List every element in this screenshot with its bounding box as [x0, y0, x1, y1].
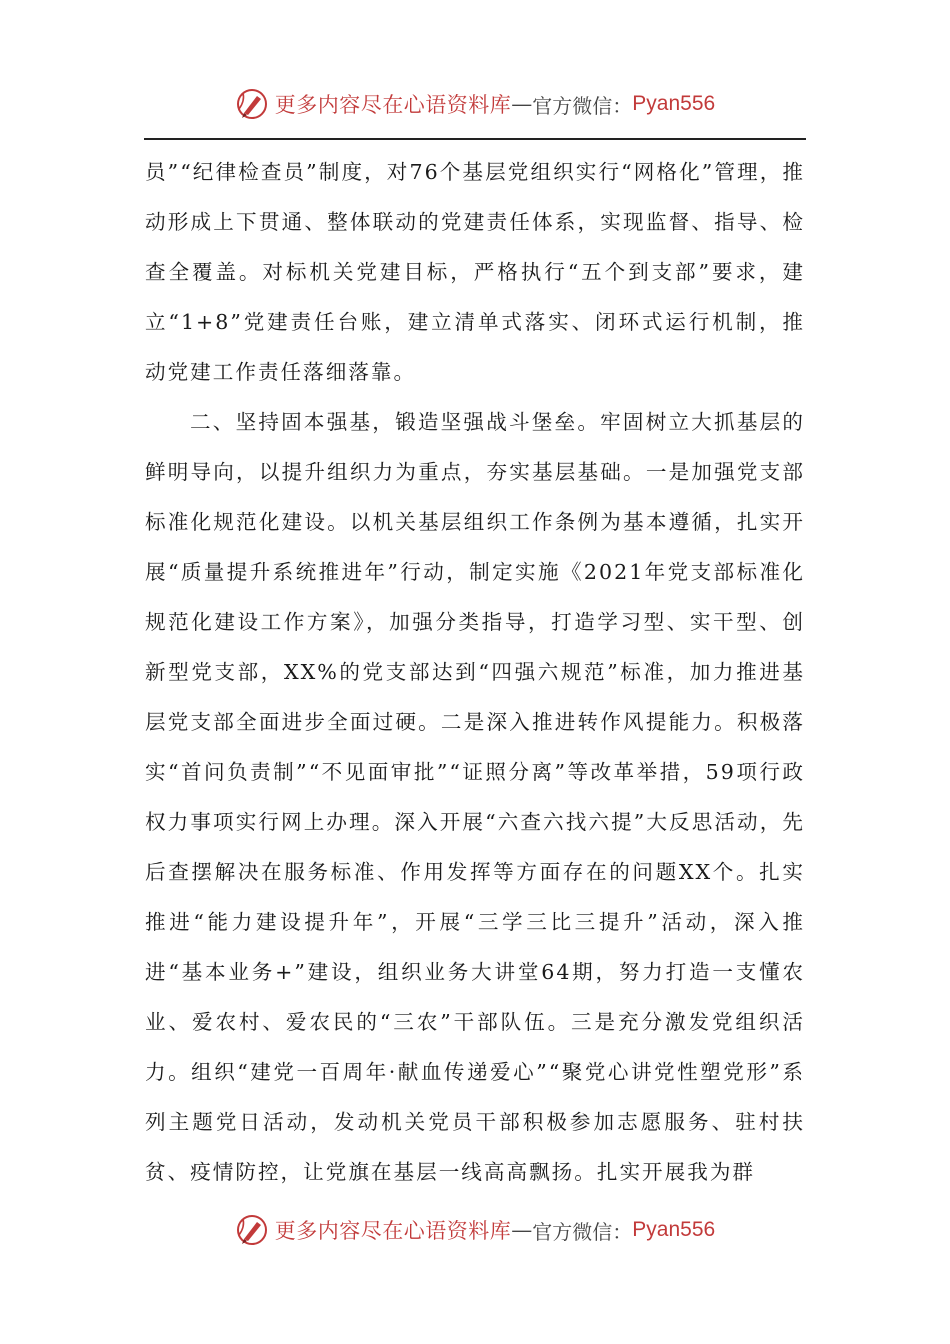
pen-logo-icon — [235, 87, 269, 121]
document-body — [145, 147, 805, 1197]
footer-banner — [0, 1210, 950, 1250]
header-dash: — — [511, 92, 533, 116]
header-site-text: 更多内容尽在心语资料库 — [274, 93, 512, 117]
header-wechat-label: 官方微信： — [532, 93, 633, 118]
footer-wechat-id: Pyan556 — [632, 1218, 716, 1241]
footer-wechat-label: 官方微信： — [532, 1219, 633, 1244]
header-banner — [0, 84, 950, 124]
footer-dash: — — [511, 1218, 533, 1242]
body-paragraph-2: 二、坚持固本强基，锻造坚强战斗堡垒。牢固树立大抓基层的鲜明导向，以提升组织力为重点，夯实基层基础。一是加强党支部标准化规范化建设。以机关基层组织工作条例为基本遵循，扎实开展“质量提升系统推进年”行动，制定实施《2021年党支部标准化规范化建设工作方案》，加强分类指导，打造学习型、实干型、创新型党支部，XX%的党支部达到“四强六规范”标准，加力推进基层党支部全面进步全面过硬。二是深入推进转作风提能力。积极落实“首问负责制”“不见面审批”“证照分离”等改革举措，59项行政权力事项实行网上办理。深入开展“六查六找六提”大反思活动，先后查摆解决在服务标准、作用发挥等方面存在的问题XX个。扎实推进“能力建设提升年”，开展“三学三比三提升”活动，深入推进“基本业务+”建设，组织业务大讲堂64期，努力打造一支懂农业、爱农村、爱农民的“三农”干部队伍。三是充分激发党组织活力。组织“建党一百周年·献血传递爱心”“聚党心讲党性塑党形”系列主题党日活动，发动机关党员干部积极参加志愿服务、驻村扶贫、疫情防控，让党旗在基层一线高高飘扬。扎实开展我为群 — [145, 410, 805, 1184]
header-wechat-id: Pyan556 — [632, 92, 716, 115]
header-divider — [144, 138, 806, 140]
pen-logo-icon — [235, 1213, 269, 1247]
footer-site-text: 更多内容尽在心语资料库 — [274, 1219, 512, 1243]
body-paragraph-1: 员”“纪律检查员”制度，对76个基层党组织实行“网格化”管理，推动形成上下贯通、整体联动的党建责任体系，实现监督、指导、检查全覆盖。对标机关党建目标，严格执行“五个到支部”要求，建立“1+8”党建责任台账，建立清单式落实、闭环式运行机制，推动党建工作责任落细落靠。 — [145, 160, 805, 384]
